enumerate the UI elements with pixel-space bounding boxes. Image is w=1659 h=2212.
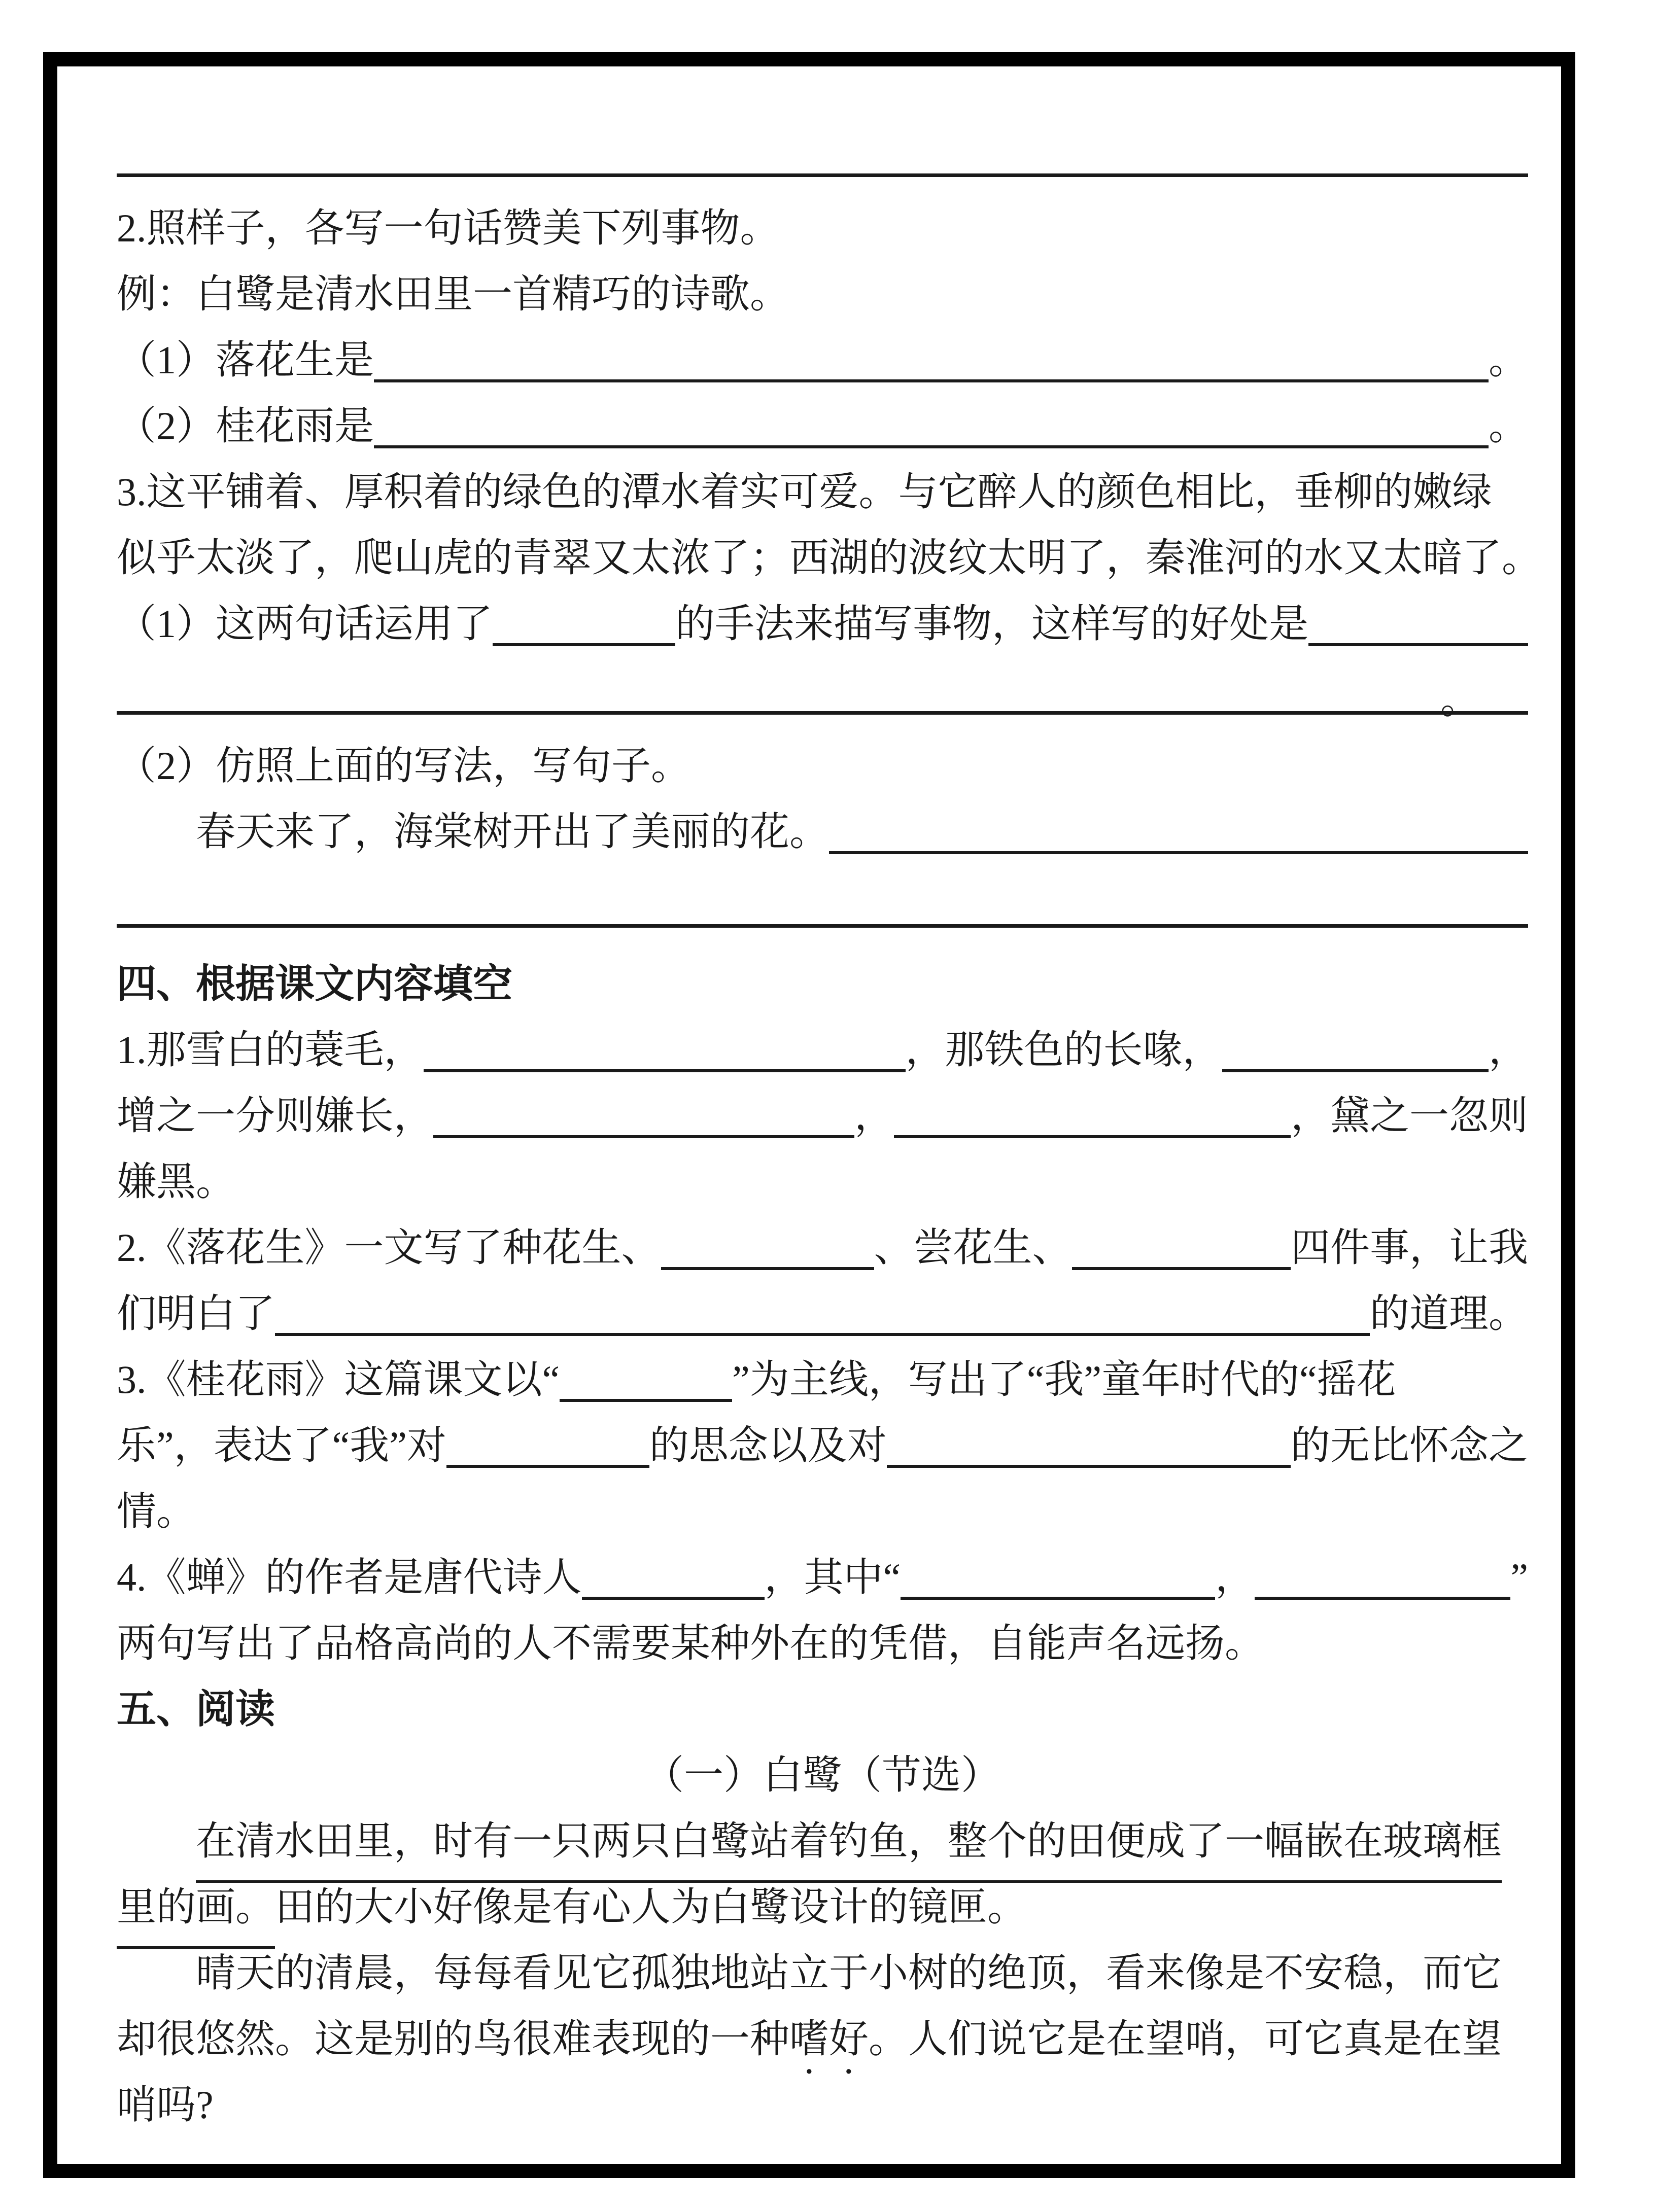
question-2-prompt: 2.照样子，各写一句话赞美下列事物。 bbox=[117, 206, 780, 250]
section-4-q2-text-e: 的道理。 bbox=[1369, 1291, 1528, 1336]
section-4-q1-blank-2 bbox=[1222, 1069, 1489, 1072]
question-3-sub-1-answer-line-row bbox=[117, 667, 1528, 733]
question-3-sentence-part-2: 似乎太淡了，爬山虎的青翠又太浓了；西湖的波纹太明了，秦淮河的水又太暗了。 bbox=[117, 536, 1542, 580]
section-4-q2-blank-1 bbox=[661, 1267, 874, 1270]
section-4-q1-text-d: 增之一分则嫌长， bbox=[117, 1094, 434, 1138]
section-4-heading-row bbox=[117, 951, 1528, 1017]
section-4-q3-text-f: 情。 bbox=[117, 1489, 196, 1533]
answer-line-rule bbox=[117, 173, 1528, 177]
section-4-q4-text-b: ，其中“ bbox=[764, 1555, 901, 1599]
question-2-prompt-row bbox=[117, 195, 1528, 261]
answer-line-top bbox=[117, 129, 1528, 195]
section-4-q2-blank-3 bbox=[275, 1333, 1370, 1336]
question-3-sub-2-answer-line-row bbox=[117, 880, 1528, 946]
section-4-q3-blank-3 bbox=[887, 1465, 1291, 1468]
section-4-q2-text-a: 2.《落花生》一文写了种花生、 bbox=[117, 1225, 661, 1270]
section-4-q1-text-b: ，那铁色的长喙， bbox=[905, 1028, 1222, 1072]
worksheet-content bbox=[57, 66, 1561, 2138]
passage-paragraph-1-line-1 bbox=[117, 1808, 1528, 1874]
section-4-q3-line-3 bbox=[117, 1479, 1528, 1544]
section-4-q4-line-2 bbox=[117, 1610, 1528, 1676]
section-4-q4-text-c: ， bbox=[1215, 1555, 1255, 1599]
passage-paragraph-2-line-1 bbox=[117, 1940, 1528, 2006]
section-4-q3-line-2 bbox=[117, 1413, 1528, 1479]
question-3-sub-1-row bbox=[117, 591, 1528, 657]
section-4-q2-line-1 bbox=[117, 1215, 1528, 1281]
section-4-q2-text-c: 四件事，让我 bbox=[1290, 1225, 1528, 1270]
section-4-q1-line-1 bbox=[117, 1017, 1528, 1083]
question-3-sub-1-answer-period: 。 bbox=[1440, 678, 1480, 722]
section-4-q1-line-3 bbox=[117, 1149, 1528, 1215]
question-3-sub-2-blank bbox=[829, 851, 1528, 854]
reading-passage-title-row bbox=[117, 1742, 1528, 1808]
section-4-q1-text-g: 嫌黑。 bbox=[117, 1160, 236, 1204]
page-border-frame bbox=[43, 52, 1575, 2178]
question-2-item-2-period: 。 bbox=[1488, 404, 1528, 448]
question-3-sub-1-answer-line bbox=[117, 711, 1528, 715]
passage-paragraph-1-line-2 bbox=[117, 1874, 1528, 1940]
section-4-q1-blank-4 bbox=[894, 1135, 1291, 1138]
section-4-q3-text-a: 3.《桂花雨》这篇课文以“ bbox=[117, 1357, 560, 1401]
question-2-item-2-row bbox=[117, 393, 1528, 459]
passage-paragraph-2-text-4: 哨吗? bbox=[117, 2083, 214, 2127]
question-3-sub-2-label: （2）仿照上面的写法，写句子。 bbox=[117, 744, 691, 788]
section-4-q4-blank-1 bbox=[582, 1597, 765, 1600]
section-4-q3-text-c: 乐”，表达了“我”对 bbox=[117, 1423, 446, 1467]
section-4-q2-blank-2 bbox=[1072, 1267, 1291, 1270]
section-4-q4-blank-3 bbox=[1255, 1597, 1510, 1600]
question-2-item-1-period: 。 bbox=[1488, 338, 1528, 382]
section-4-q3-text-d: 的思念以及对 bbox=[649, 1423, 887, 1467]
section-4-q4-line-1 bbox=[117, 1544, 1528, 1610]
section-4-q4-blank-2 bbox=[901, 1597, 1215, 1600]
question-3-sub-2-example: 春天来了，海棠树开出了美丽的花。 bbox=[196, 810, 830, 854]
section-4-q1-text-c: ， bbox=[1488, 1028, 1528, 1072]
question-2-example-row bbox=[117, 261, 1528, 327]
section-5-heading-row bbox=[117, 1676, 1528, 1742]
section-4-q1-blank-3 bbox=[433, 1135, 854, 1138]
question-2-item-2-blank bbox=[374, 445, 1489, 448]
passage-paragraph-1-rest: 田的大小好像是有心人为白鹭设计的镜匣。 bbox=[275, 1885, 1027, 1929]
section-4-q2-text-d: 们明白了 bbox=[117, 1291, 275, 1336]
section-4-q2-text-b: 、尝花生、 bbox=[874, 1225, 1072, 1270]
question-3-sub-1-label-2: 的手法来描写事物，这样写的好处是 bbox=[675, 602, 1309, 646]
question-3-sub-2-answer-line bbox=[117, 924, 1528, 928]
section-4-q4-text-a: 4.《蝉》的作者是唐代诗人 bbox=[117, 1555, 582, 1599]
question-3-sub-2-row bbox=[117, 733, 1528, 799]
section-4-q2-line-2 bbox=[117, 1281, 1528, 1347]
question-3-sentence-part-1: 3.这平铺着、厚积着的绿色的潭水着实可爱。与它醉人的颜色相比，垂柳的嫩绿 bbox=[117, 470, 1492, 514]
section-5-heading: 五、阅读 bbox=[117, 1687, 275, 1731]
question-2-example: 例：白鹭是清水田里一首精巧的诗歌。 bbox=[117, 272, 790, 316]
passage-paragraph-2-text-2: 却很悠然。这是别的鸟很难表现的一种 bbox=[117, 2017, 790, 2061]
passage-underlined-sentence-part-1: 在清水田里，时有一只两只白鹭站着钓鱼，整个的田便成了一幅嵌在玻璃框 bbox=[196, 1808, 1502, 1883]
section-4-q3-line-1 bbox=[117, 1347, 1528, 1413]
section-4-q3-text-b: ”为主线，写出了“我”童年时代的“摇花 bbox=[732, 1357, 1396, 1401]
section-4-q3-text-e: 的无比怀念之 bbox=[1290, 1423, 1528, 1467]
section-4-q3-blank-2 bbox=[446, 1465, 649, 1468]
question-3-text-line-1 bbox=[117, 459, 1528, 525]
question-2-item-1-row bbox=[117, 327, 1528, 393]
question-3-text-line-2 bbox=[117, 525, 1542, 591]
section-4-q1-line-2 bbox=[117, 1083, 1528, 1149]
section-4-q3-blank-1 bbox=[560, 1399, 732, 1402]
reading-passage-title: （一）白鹭（节选） bbox=[644, 1753, 1000, 1797]
question-3-sub-1-label: （1）这两句话运用了 bbox=[117, 602, 493, 646]
question-3-sub-1-blank-2 bbox=[1308, 643, 1528, 646]
question-3-sub-1-blank-1 bbox=[493, 643, 675, 646]
section-4-q4-text-d: ” bbox=[1510, 1555, 1528, 1599]
section-4-q1-blank-1 bbox=[424, 1069, 906, 1072]
passage-paragraph-2-text-3: 。人们说它是在望哨，可它真是在望 bbox=[869, 2017, 1502, 2061]
section-4-q1-text-f: ，黛之一忽则 bbox=[1290, 1094, 1528, 1138]
section-4-q1-text-e: ， bbox=[854, 1094, 894, 1138]
passage-underlined-sentence-part-2: 里的画。 bbox=[117, 1874, 275, 1949]
section-4-heading: 四、根据课文内容填空 bbox=[117, 962, 513, 1006]
question-2-item-1-blank bbox=[374, 379, 1489, 382]
question-2-item-2-label: （2）桂花雨是 bbox=[117, 404, 374, 448]
question-2-item-1-label: （1）落花生是 bbox=[117, 338, 374, 382]
passage-emphasized-word: 嗜好 bbox=[789, 2017, 869, 2061]
question-3-sub-2-example-row bbox=[117, 799, 1528, 865]
passage-paragraph-2-text-1: 晴天的清晨，每每看见它孤独地站立于小树的绝顶，看来像是不安稳，而它 bbox=[196, 1951, 1502, 1995]
passage-paragraph-2-line-2 bbox=[117, 2006, 1528, 2072]
section-4-q4-text-e: 两句写出了品格高尚的人不需要某种外在的凭借，自能声名远扬。 bbox=[117, 1621, 1265, 1665]
section-4-q1-text-a: 1.那雪白的蓑毛， bbox=[117, 1028, 424, 1072]
